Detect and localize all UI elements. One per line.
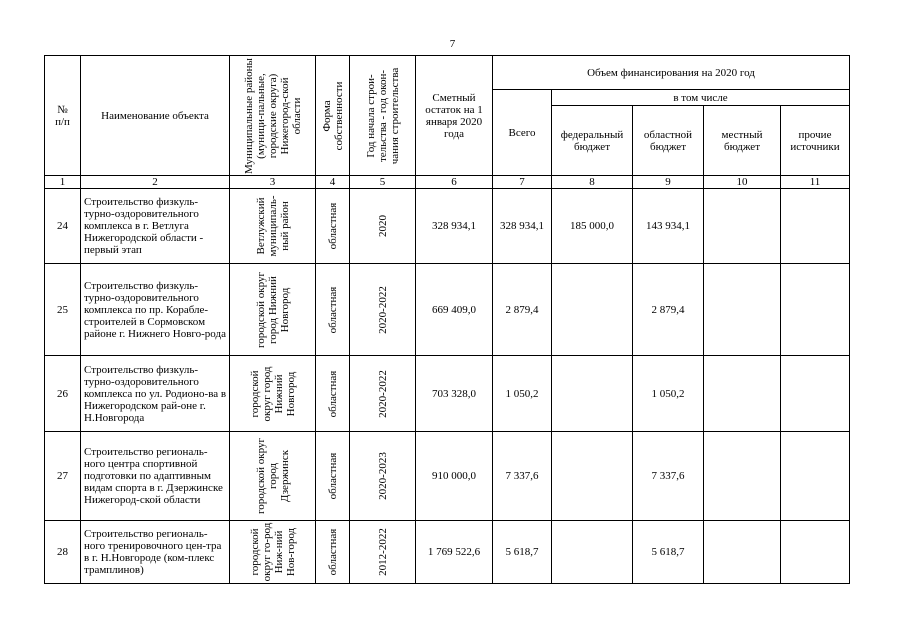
row-district — [230, 264, 316, 356]
header-years-text: Год начала строи-тельства - год окон-чания строительства — [364, 67, 401, 164]
row-total: 5 618,7 — [493, 521, 552, 584]
row-years-text: 2020-2022 — [376, 285, 389, 334]
row-total: 2 879,4 — [493, 264, 552, 356]
row-num: 24 — [45, 189, 81, 264]
row-years-text: 2020-2022 — [376, 369, 389, 418]
row-district — [230, 432, 316, 521]
row-ownership-text: областная — [326, 452, 339, 500]
col-number: 3 — [230, 176, 316, 189]
financing-table — [44, 55, 850, 584]
row-total: 1 050,2 — [493, 356, 552, 432]
row-num: 26 — [45, 356, 81, 432]
header-years — [350, 56, 416, 176]
table-row — [45, 356, 850, 432]
header-row-1 — [45, 56, 850, 90]
row-num: 25 — [45, 264, 81, 356]
row-local — [704, 356, 781, 432]
row-district-text: Ветлужский муниципаль-ный район — [254, 195, 291, 257]
row-ownership-text: областная — [326, 286, 339, 333]
row-years-text: 2020-2023 — [376, 452, 389, 500]
row-federal — [552, 264, 633, 356]
col-number: 4 — [316, 176, 350, 189]
row-name: Строительство физкуль-турно-оздоровительного комплекса в г. Ветлуга Нижегородской области - первый этап — [81, 189, 230, 264]
row-local — [704, 264, 781, 356]
col-number: 8 — [552, 176, 633, 189]
row-district — [230, 521, 316, 584]
row-regional: 143 934,1 — [633, 189, 704, 264]
row-regional: 7 337,6 — [633, 432, 704, 521]
col-number: 5 — [350, 176, 416, 189]
col-number: 9 — [633, 176, 704, 189]
row-other — [781, 356, 850, 432]
header-total: Всего — [493, 90, 552, 176]
row-num: 28 — [45, 521, 81, 584]
header-district — [230, 56, 316, 176]
row-local — [704, 432, 781, 521]
row-name: Строительство региональ-ного центра спортивной подготовки по адаптивным видам спорта в г. Дзержинске Нижегород-ской области — [81, 432, 230, 521]
row-other — [781, 264, 850, 356]
header-estimate: Сметный остаток на 1 января 2020 года — [416, 56, 493, 176]
row-regional: 2 879,4 — [633, 264, 704, 356]
table-row — [45, 521, 850, 584]
row-district-text: городской округ город Нижний Новгород — [248, 366, 297, 421]
row-estimate: 328 934,1 — [416, 189, 493, 264]
header-num — [45, 56, 81, 176]
row-other — [781, 521, 850, 584]
header-federal: федеральный бюджет — [552, 106, 633, 176]
row-ownership — [316, 356, 350, 432]
col-number: 11 — [781, 176, 850, 189]
row-name: Строительство физкуль-турно-оздоровительного комплекса по ул. Родионо-ва в Нижегородском рай-оне г. Н.Новгорода — [81, 356, 230, 432]
row-total: 328 934,1 — [493, 189, 552, 264]
row-regional: 5 618,7 — [633, 521, 704, 584]
row-local — [704, 521, 781, 584]
row-estimate: 1 769 522,6 — [416, 521, 493, 584]
row-ownership-text: областная — [326, 528, 339, 576]
row-estimate: 703 328,0 — [416, 356, 493, 432]
col-number: 7 — [493, 176, 552, 189]
header-including: в том числе — [552, 90, 850, 106]
row-district — [230, 189, 316, 264]
header-num-text: № п/п — [55, 103, 70, 128]
row-federal — [552, 356, 633, 432]
row-years — [350, 432, 416, 521]
row-ownership — [316, 264, 350, 356]
row-district — [230, 356, 316, 432]
row-local — [704, 189, 781, 264]
row-federal — [552, 432, 633, 521]
row-ownership — [316, 432, 350, 521]
row-estimate: 910 000,0 — [416, 432, 493, 521]
row-other — [781, 432, 850, 521]
row-ownership — [316, 189, 350, 264]
row-district-text: городской округ город Нижний Новгород — [254, 271, 291, 348]
page-number: 7 — [449, 38, 456, 50]
col-number: 1 — [45, 176, 81, 189]
header-name: Наименование объекта — [81, 56, 230, 176]
row-regional: 1 050,2 — [633, 356, 704, 432]
row-district-text: городской округ город Дзержинск — [254, 437, 291, 515]
row-num: 27 — [45, 432, 81, 521]
row-ownership-text: областная — [326, 370, 339, 417]
header-regional: областной бюджет — [633, 106, 704, 176]
row-years-text: 2020 — [376, 215, 389, 237]
row-name: Строительство физкуль-турно-оздоровительного комплекса по пр. Корабле-строителей в Сормовском районе г. Нижнего Новго-рода — [81, 264, 230, 356]
row-years-text: 2012-2022 — [376, 528, 389, 576]
row-name: Строительство региональ-ного тренировочного цен-тра в г. Н.Новгороде (ком-плекс трамплинов) — [81, 521, 230, 584]
row-ownership-text: областная — [326, 202, 339, 250]
row-estimate: 669 409,0 — [416, 264, 493, 356]
header-district-text: Муниципальные районы (муници-пальные, городские округа) Нижегород-ской области — [242, 57, 303, 174]
row-years — [350, 189, 416, 264]
row-district-text: городской округ го-род Ниж-ний Нов-город — [248, 522, 297, 582]
header-local: местный бюджет — [704, 106, 781, 176]
row-ownership — [316, 521, 350, 584]
row-federal — [552, 521, 633, 584]
column-numbers-row — [45, 176, 850, 189]
table-row — [45, 264, 850, 356]
row-years — [350, 264, 416, 356]
row-years — [350, 521, 416, 584]
table-row — [45, 432, 850, 521]
col-number: 2 — [81, 176, 230, 189]
row-years — [350, 356, 416, 432]
header-financing: Объем финансирования на 2020 год — [493, 56, 850, 90]
table-row — [45, 189, 850, 264]
col-number: 6 — [416, 176, 493, 189]
header-ownership-text: Форма собственности — [320, 81, 345, 150]
header-other: прочие источники — [781, 106, 850, 176]
row-federal: 185 000,0 — [552, 189, 633, 264]
header-ownership — [316, 56, 350, 176]
row-total: 7 337,6 — [493, 432, 552, 521]
col-number: 10 — [704, 176, 781, 189]
row-other — [781, 189, 850, 264]
